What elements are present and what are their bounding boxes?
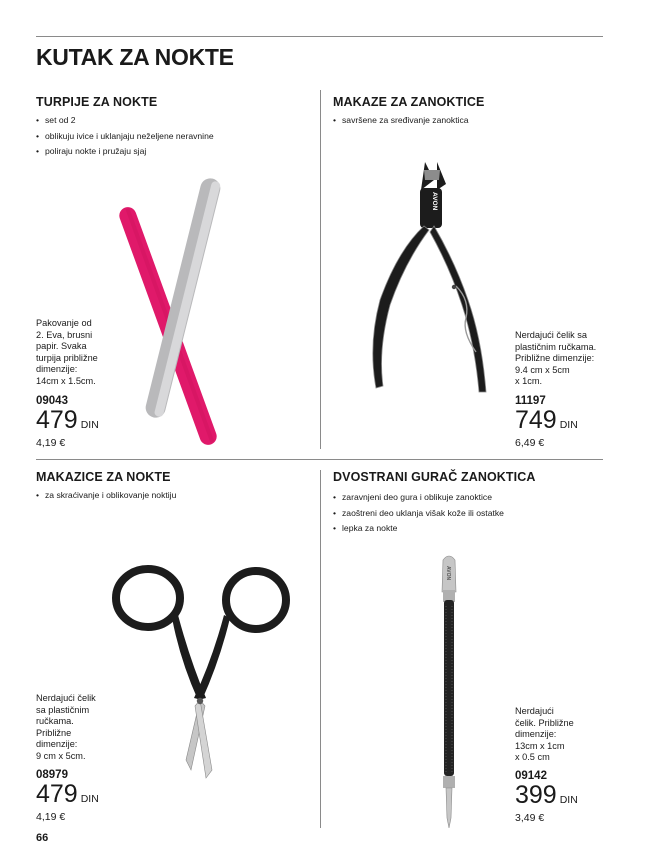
price-value: 479	[36, 406, 78, 434]
page-title: KUTAK ZA NOKTE	[36, 44, 234, 70]
feature-item: • zaravnjeni deo gura i oblikuje zanoktice	[333, 490, 598, 506]
description-line: dimenzije:	[36, 739, 78, 750]
price-eur: 4,19 €	[36, 437, 66, 449]
price-value: 749	[515, 406, 557, 434]
price-currency: DIN	[559, 794, 578, 806]
section-title: MAKAZE ZA ZANOKTICE	[333, 95, 485, 109]
description-line: 9.4 cm x 5cm	[515, 364, 570, 375]
feature-item: • savršene za sređivanje zanoktica	[333, 113, 593, 129]
section-title: MAKAZICE ZA NOKTE	[36, 470, 171, 484]
description-line: dimenzije:	[515, 729, 557, 740]
description-line: 13cm x 1cm	[515, 740, 565, 751]
price-eur: 6,49 €	[515, 437, 545, 449]
feature-item: • zaoštreni deo uklanja višak kože ili ostatke	[333, 506, 598, 522]
page-number: 66	[36, 832, 49, 844]
feature-item: • za skraćivanje i oblikovanje noktiju	[36, 488, 296, 504]
feature-item: • set od 2	[36, 113, 276, 129]
feature-item: • oblikuju ivice i uklanjaju neželjene neravnine	[36, 129, 276, 145]
description-line: Nerdajući čelik sa	[515, 330, 587, 340]
section-title: DVOSTRANI GURAČ ZANOKTICA	[333, 470, 536, 484]
description-line: plastičnim ručkama.	[515, 341, 597, 352]
price-value: 479	[36, 780, 78, 808]
description-line: dimenzije:	[36, 364, 78, 375]
feature-item: • poliraju nokte i pružaju sjaj	[36, 144, 276, 160]
description-line: Približne	[36, 727, 72, 738]
description-line: sa plastičnim	[36, 704, 90, 715]
brand-mark: AVON	[431, 192, 438, 211]
description-line: papir. Svaka	[36, 341, 87, 352]
description-line: x 1cm.	[515, 376, 543, 387]
product-code: 11197	[515, 395, 546, 407]
description-line: 2. Eva, brusni	[36, 329, 93, 340]
description-line: 14cm x 1.5cm.	[36, 375, 96, 386]
brand-mark: AVON	[445, 566, 451, 581]
description-line: Nerdajući čelik	[36, 693, 96, 703]
product-code: 08979	[36, 769, 68, 781]
description-line: x 0.5 cm	[515, 752, 550, 763]
description-line: Nerdajući	[515, 706, 554, 716]
description-line: turpija približne	[36, 352, 98, 363]
product-code: 09142	[515, 770, 547, 782]
feature-item: • lepka za nokte	[333, 521, 598, 537]
price-eur: 4,19 €	[36, 811, 66, 823]
price-currency: DIN	[80, 419, 99, 431]
price-currency: DIN	[80, 793, 99, 805]
price-currency: DIN	[559, 419, 578, 431]
price-eur: 3,49 €	[515, 812, 545, 824]
description-line: Približne dimenzije:	[515, 353, 595, 364]
product-code: 09043	[36, 395, 68, 407]
section-title: TURPIJE ZA NOKTE	[36, 95, 158, 109]
description-line: čelik. Približne	[515, 717, 574, 728]
description-line: 9 cm x 5cm.	[36, 750, 86, 761]
description-line: ručkama.	[36, 716, 74, 727]
price-value: 399	[515, 781, 557, 809]
description-line: Pakovanje od	[36, 318, 92, 328]
